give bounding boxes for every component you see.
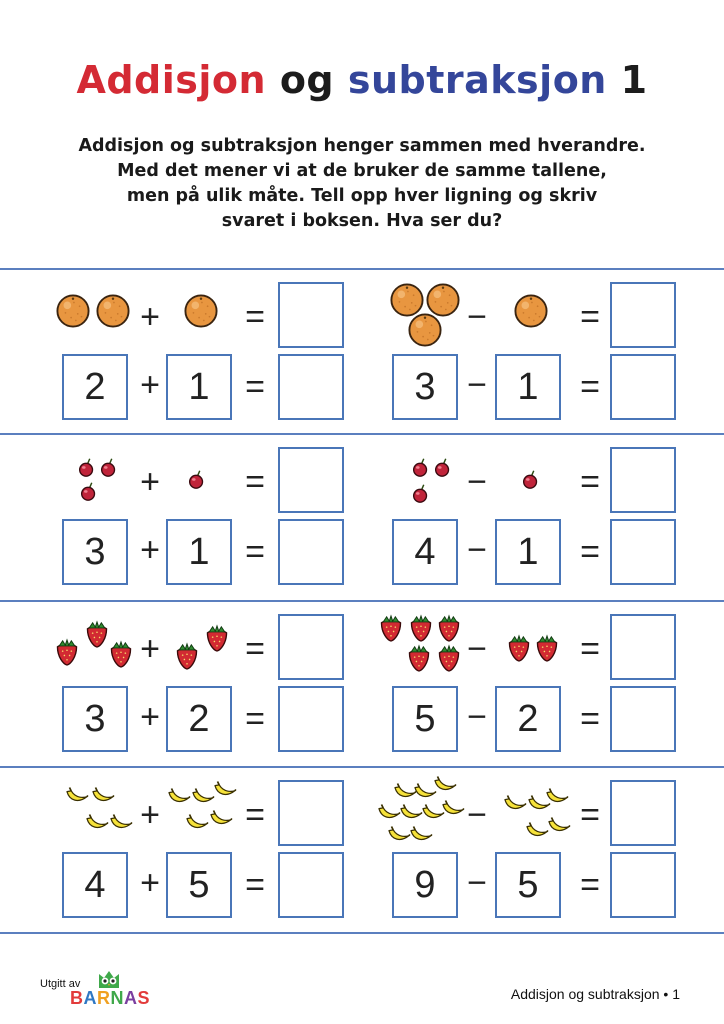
answer-box[interactable] <box>278 447 344 513</box>
answer-box[interactable] <box>278 519 344 585</box>
equals-sign: = <box>245 700 265 738</box>
brand-letter: R <box>97 988 111 1008</box>
number-box: 1 <box>495 519 561 585</box>
owl-icon <box>96 968 122 990</box>
banana-icon <box>208 808 234 832</box>
instructions <box>40 134 684 234</box>
equals-sign: = <box>245 866 265 904</box>
plus-sign: + <box>140 864 160 902</box>
strawberry-icon <box>204 624 230 656</box>
publisher-logo <box>24 966 164 1010</box>
banana-icon <box>108 812 134 836</box>
section-divider <box>0 932 724 934</box>
strawberry-icon <box>436 614 462 646</box>
strawberry-icon <box>408 614 434 646</box>
cherry-icon <box>78 480 100 506</box>
answer-box[interactable] <box>278 686 344 752</box>
answer-box[interactable] <box>278 282 344 348</box>
answer-box[interactable] <box>610 447 676 513</box>
banana-icon <box>212 779 238 803</box>
strawberry-icon <box>506 634 532 666</box>
minus-sign: − <box>467 463 487 501</box>
number-box: 5 <box>392 686 458 752</box>
minus-sign: − <box>467 298 487 336</box>
answer-box[interactable] <box>278 852 344 918</box>
banana-icon <box>166 786 192 810</box>
cherry-icon <box>520 468 542 494</box>
section-divider <box>0 600 724 602</box>
minus-sign: − <box>467 796 487 834</box>
banana-icon <box>408 824 434 848</box>
equals-sign: = <box>580 700 600 738</box>
strawberry-icon <box>436 644 462 676</box>
cherry-icon <box>98 456 120 482</box>
number-box: 9 <box>392 852 458 918</box>
strawberry-icon <box>406 644 432 676</box>
answer-box[interactable] <box>610 519 676 585</box>
orange-icon <box>96 294 130 332</box>
equals-sign: = <box>580 866 600 904</box>
number-box: 1 <box>166 519 232 585</box>
cherry-icon <box>186 468 208 494</box>
answer-box[interactable] <box>278 614 344 680</box>
title-word-subtraksjon: subtraksjon <box>347 58 607 102</box>
minus-sign: − <box>467 864 487 902</box>
cherry-icon <box>76 456 98 482</box>
strawberry-icon <box>378 614 404 646</box>
publisher-prefix: Utgitt av <box>40 978 81 990</box>
answer-box[interactable] <box>610 614 676 680</box>
strawberry-icon <box>534 634 560 666</box>
number-box: 2 <box>62 354 128 420</box>
equals-sign: = <box>245 298 265 336</box>
equals-sign: = <box>580 298 600 336</box>
banana-icon <box>432 774 458 798</box>
strawberry-icon <box>54 638 80 670</box>
equals-sign: = <box>245 630 265 668</box>
answer-box[interactable] <box>610 780 676 846</box>
number-box: 5 <box>495 852 561 918</box>
instructions-line: Addisjon og subtraksjon henger sammen med hverandre. <box>78 136 646 156</box>
instructions-line: svaret i boksen. Hva ser du? <box>221 211 503 231</box>
orange-icon <box>56 294 90 332</box>
section-divider <box>0 268 724 270</box>
equals-sign: = <box>580 796 600 834</box>
brand-letter: A <box>83 988 97 1008</box>
number-box: 3 <box>392 354 458 420</box>
title-number: 1 <box>620 58 648 102</box>
number-box: 3 <box>62 519 128 585</box>
banana-icon <box>502 793 528 817</box>
orange-icon <box>408 313 442 351</box>
equals-sign: = <box>580 630 600 668</box>
instructions-line: men på ulik måte. Tell opp hver ligning og skriv <box>126 186 598 206</box>
number-box: 4 <box>62 852 128 918</box>
instructions-line: Med det mener vi at de bruker de samme tallene, <box>117 161 607 181</box>
number-box: 2 <box>495 686 561 752</box>
orange-icon <box>514 294 548 332</box>
orange-icon <box>184 294 218 332</box>
number-box: 3 <box>62 686 128 752</box>
cherry-icon <box>410 482 432 508</box>
title-word-addisjon: Addisjon <box>76 58 267 102</box>
plus-sign: + <box>140 463 160 501</box>
strawberry-icon <box>108 640 134 672</box>
plus-sign: + <box>140 298 160 336</box>
brand-letter: S <box>137 988 151 1008</box>
minus-sign: − <box>467 698 487 736</box>
plus-sign: + <box>140 630 160 668</box>
cherry-icon <box>410 456 432 482</box>
banana-icon <box>184 812 210 836</box>
equals-sign: = <box>580 463 600 501</box>
minus-sign: − <box>467 630 487 668</box>
brand-letter: N <box>110 988 124 1008</box>
banana-icon <box>90 785 116 809</box>
equals-sign: = <box>245 796 265 834</box>
banana-icon <box>546 815 572 839</box>
plus-sign: + <box>140 531 160 569</box>
answer-box[interactable] <box>610 282 676 348</box>
publisher-brand <box>70 988 150 1009</box>
answer-box[interactable] <box>610 354 676 420</box>
page-title <box>0 58 724 102</box>
number-box: 5 <box>166 852 232 918</box>
equals-sign: = <box>245 368 265 406</box>
answer-box[interactable] <box>278 354 344 420</box>
equals-sign: = <box>580 533 600 571</box>
strawberry-icon <box>174 642 200 674</box>
equals-sign: = <box>245 463 265 501</box>
page-footer-label: Addisjon og subtraksjon • 1 <box>510 986 680 1002</box>
banana-icon <box>544 786 570 810</box>
plus-sign: + <box>140 698 160 736</box>
minus-sign: − <box>467 531 487 569</box>
cherry-icon <box>432 456 454 482</box>
equals-sign: = <box>580 368 600 406</box>
number-box: 4 <box>392 519 458 585</box>
plus-sign: + <box>140 796 160 834</box>
section-divider <box>0 766 724 768</box>
answer-box[interactable] <box>610 686 676 752</box>
plus-sign: + <box>140 366 160 404</box>
number-box: 1 <box>166 354 232 420</box>
number-box: 1 <box>495 354 561 420</box>
equals-sign: = <box>245 533 265 571</box>
section-divider <box>0 433 724 435</box>
title-word-og: og <box>279 58 335 102</box>
minus-sign: − <box>467 366 487 404</box>
number-box: 2 <box>166 686 232 752</box>
answer-box[interactable] <box>278 780 344 846</box>
banana-icon <box>64 785 90 809</box>
answer-box[interactable] <box>610 852 676 918</box>
strawberry-icon <box>84 620 110 652</box>
brand-letter: A <box>124 988 138 1008</box>
banana-icon <box>84 812 110 836</box>
brand-letter: B <box>70 988 84 1008</box>
